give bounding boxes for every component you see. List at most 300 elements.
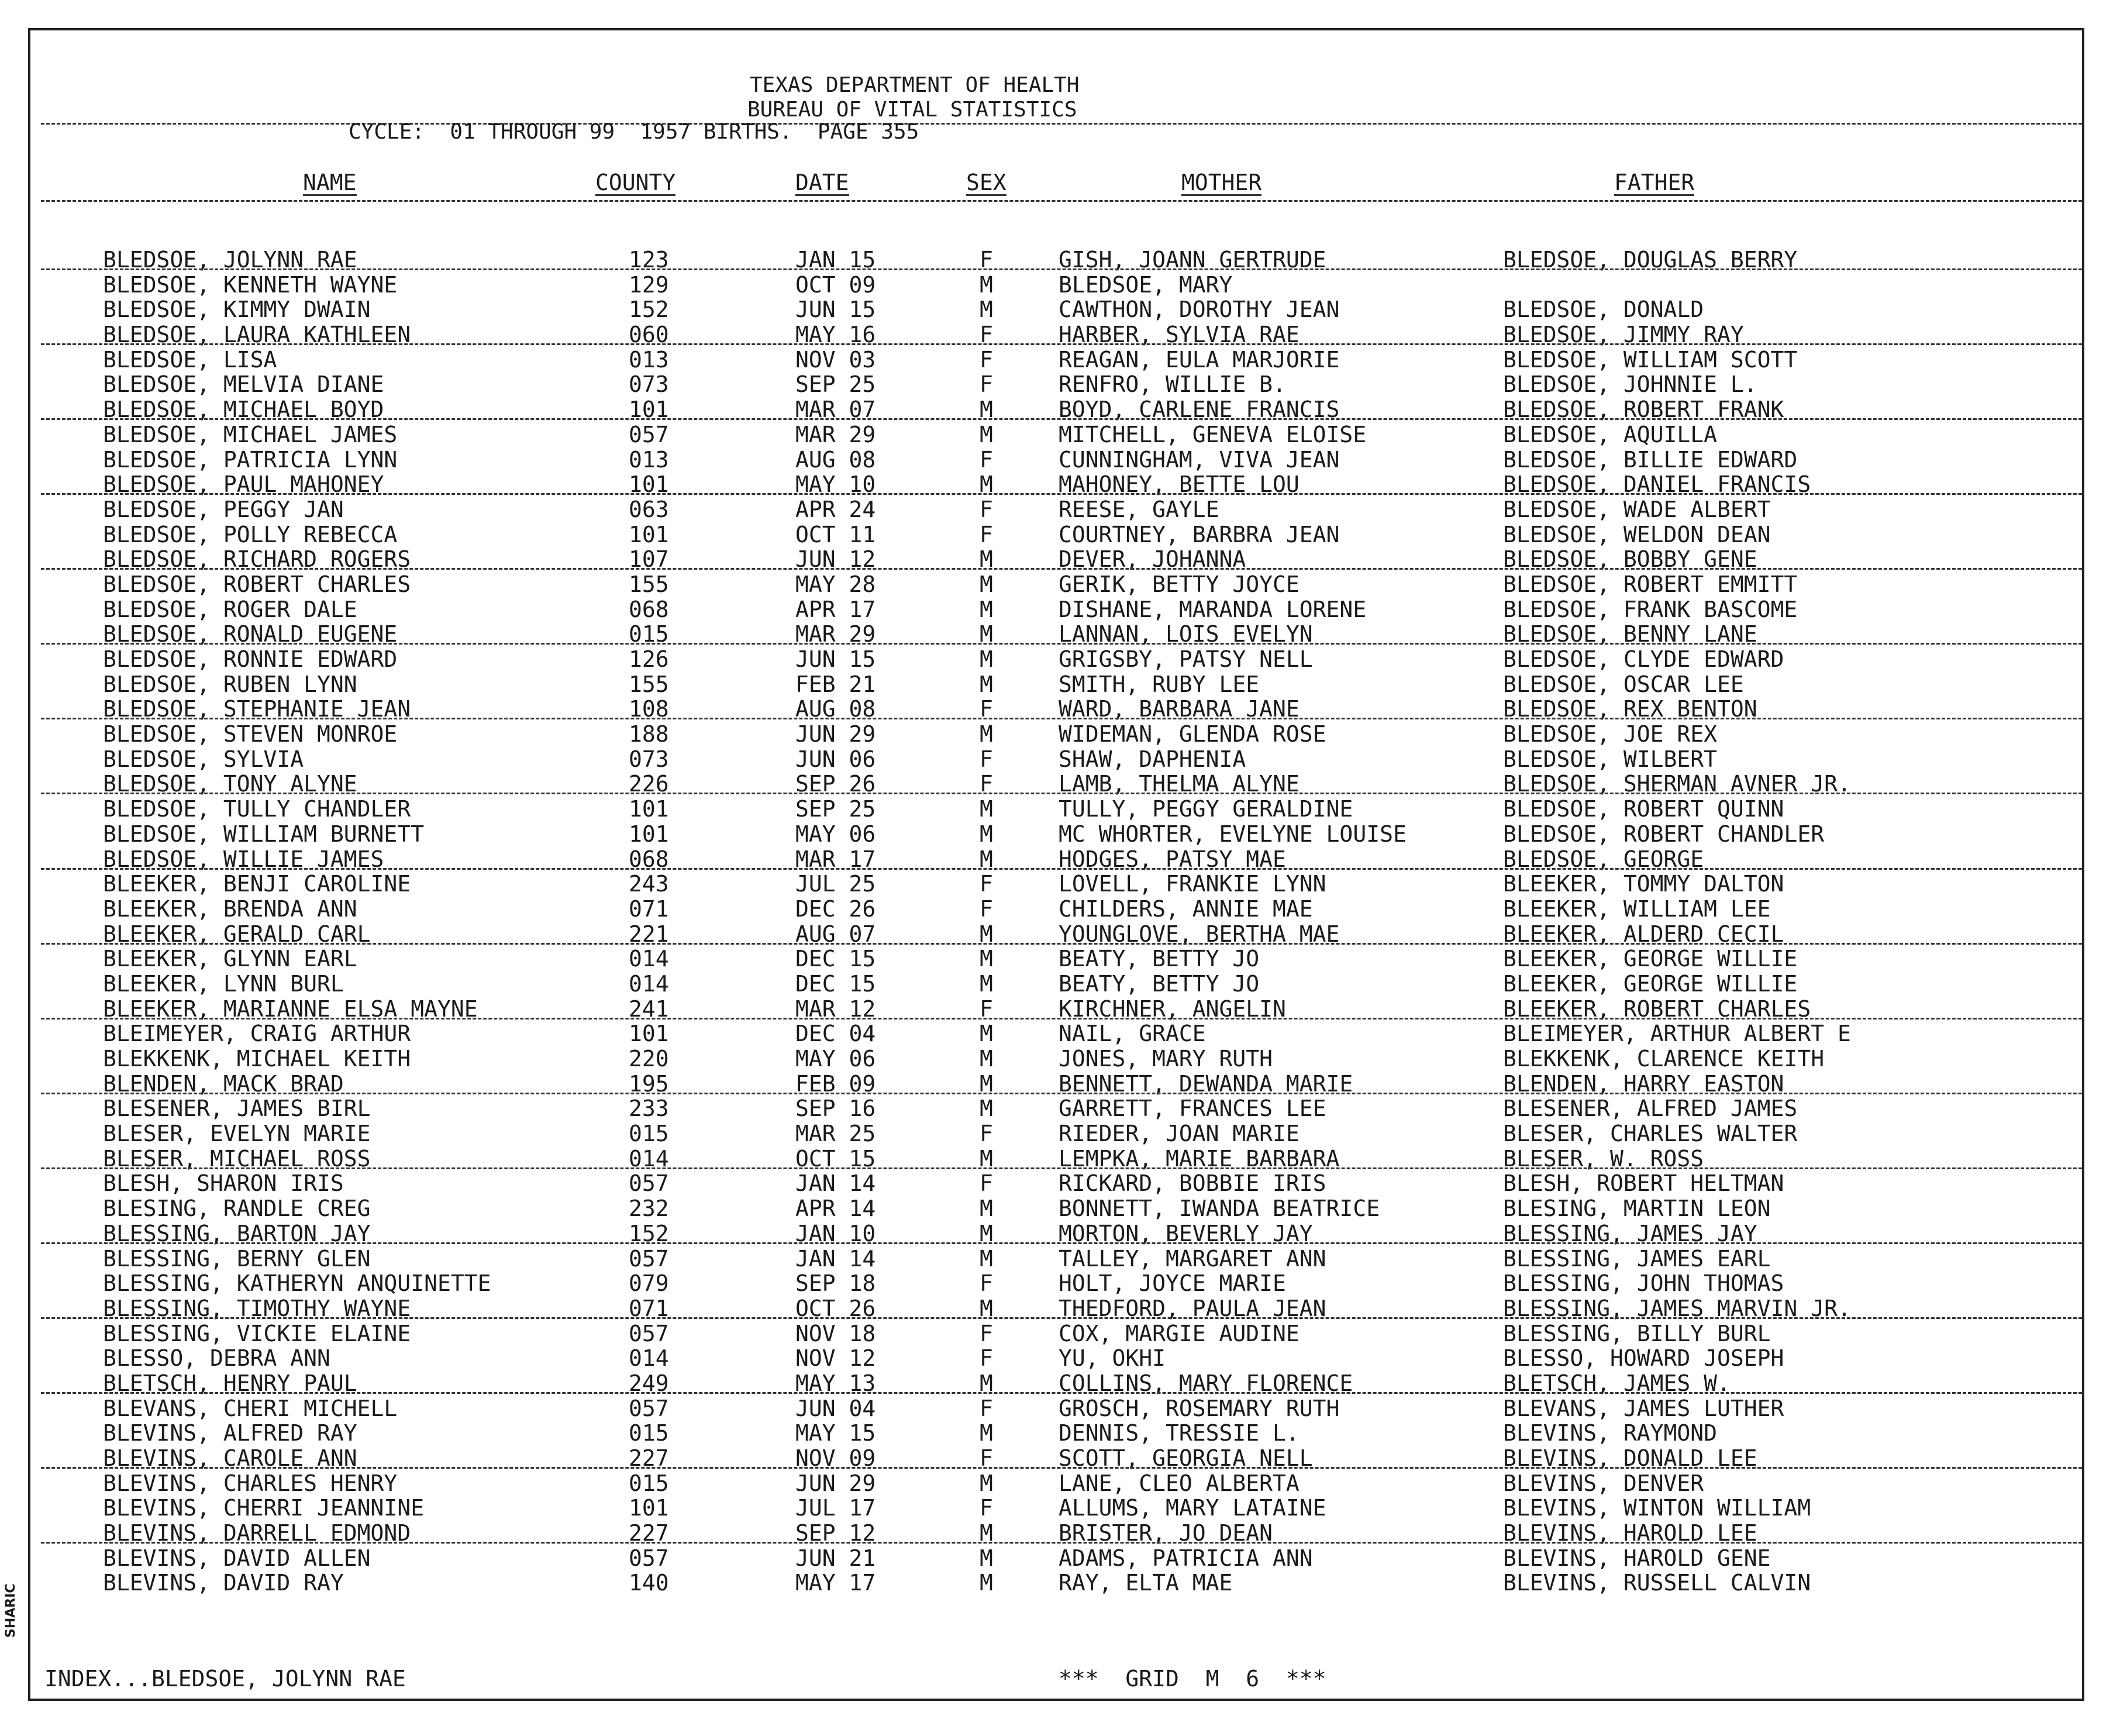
cell-sex: F — [980, 446, 993, 473]
cell-father: BLEDSOE, BOBBY GENE — [1503, 546, 1757, 573]
cell-father: BLEVINS, RUSSELL CALVIN — [1503, 1570, 1811, 1596]
table-row — [0, 1072, 2113, 1097]
cell-date: AUG 08 — [795, 446, 876, 473]
row-divider — [41, 868, 2082, 870]
cell-date: AUG 08 — [795, 696, 876, 722]
table-row — [0, 747, 2113, 772]
cell-sex: M — [980, 1220, 993, 1246]
row-divider — [41, 943, 2082, 945]
row-divider — [41, 1317, 2082, 1319]
cell-mother: KIRCHNER, ANGELIN — [1059, 996, 1286, 1022]
cell-date: JUL 25 — [795, 871, 876, 897]
row-divider — [41, 793, 2082, 794]
cell-father: BLESH, ROBERT HELTMAN — [1503, 1170, 1784, 1197]
cell-sex: M — [980, 921, 993, 947]
table-row — [0, 472, 2113, 497]
cell-father: BLEDSOE, ROBERT CHANDLER — [1503, 821, 1825, 847]
cell-mother: MAHONEY, BETTE LOU — [1059, 471, 1299, 498]
cell-county: 232 — [629, 1196, 669, 1222]
cell-father: BLETSCH, JAMES W. — [1503, 1370, 1731, 1396]
table-row — [0, 1321, 2113, 1346]
cell-sex: M — [980, 621, 993, 647]
cell-date: JUN 21 — [795, 1545, 876, 1571]
footer-index: INDEX...BLEDSOE, JOLYNN RAE — [44, 1666, 406, 1692]
table-row — [0, 647, 2113, 672]
cell-sex: F — [980, 1121, 993, 1147]
cell-father: BLEDSOE, WILBERT — [1503, 746, 1718, 772]
cell-date: OCT 11 — [795, 521, 876, 547]
cell-date: MAR 17 — [795, 846, 876, 872]
cell-mother: NAIL, GRACE — [1059, 1021, 1206, 1047]
cell-county: 243 — [629, 871, 669, 897]
table-row — [0, 822, 2113, 847]
cell-county: 241 — [629, 996, 669, 1022]
cell-date: MAY 06 — [795, 821, 876, 847]
footer-grid: *** GRID M 6 *** — [1059, 1666, 1326, 1692]
cell-mother: COX, MARGIE AUDINE — [1059, 1320, 1299, 1346]
cell-name: BLESSING, TIMOTHY WAYNE — [103, 1295, 411, 1321]
cell-father: BLESSO, HOWARD JOSEPH — [1503, 1345, 1784, 1372]
cell-mother: DEVER, JOHANNA — [1059, 546, 1246, 573]
cell-county: 188 — [629, 721, 669, 748]
cell-name: BLESSING, BERNY GLEN — [103, 1245, 371, 1272]
cell-mother: GARRETT, FRANCES LEE — [1059, 1096, 1326, 1122]
table-row — [0, 1171, 2113, 1196]
cell-date: NOV 18 — [795, 1320, 876, 1346]
cell-father: BLESSING, JAMES JAY — [1503, 1220, 1757, 1246]
cell-date: MAY 10 — [795, 471, 876, 498]
cell-sex: F — [980, 696, 993, 722]
table-row — [0, 347, 2113, 373]
cell-county: 073 — [629, 746, 669, 772]
cell-county: 015 — [629, 621, 669, 647]
cell-county: 014 — [629, 970, 669, 997]
cell-mother: YOUNGLOVE, BERTHA MAE — [1059, 921, 1340, 947]
cell-name: BLETSCH, HENRY PAUL — [103, 1370, 357, 1396]
table-row — [0, 1371, 2113, 1396]
cell-father: BLESSING, JAMES MARVIN JR. — [1503, 1295, 1851, 1321]
cell-county: 221 — [629, 921, 669, 947]
cell-name: BLEDSOE, MICHAEL BOYD — [103, 397, 384, 423]
cell-father: BLEIMEYER, ARTHUR ALBERT E — [1503, 1021, 1851, 1047]
column-header-date: DATE — [795, 170, 849, 195]
cell-name: BLESSING, VICKIE ELAINE — [103, 1320, 411, 1346]
cell-sex: M — [980, 721, 993, 748]
cell-mother: MORTON, BEVERLY JAY — [1059, 1220, 1313, 1246]
table-row — [0, 322, 2113, 347]
cell-name: BLEDSOE, MICHAEL JAMES — [103, 421, 398, 447]
cell-name: BLEDSOE, PEGGY JAN — [103, 496, 344, 522]
cell-mother: GRIGSBY, PATSY NELL — [1059, 646, 1313, 672]
cell-sex: M — [980, 397, 993, 423]
header-bureau: BUREAU OF VITAL STATISTICS — [747, 98, 1077, 122]
cell-county: 101 — [629, 521, 669, 547]
cell-mother: COLLINS, MARY FLORENCE — [1059, 1370, 1353, 1396]
row-divider — [41, 1018, 2082, 1019]
table-row — [0, 1246, 2113, 1272]
cell-date: APR 24 — [795, 496, 876, 522]
cell-father: BLEVINS, WINTON WILLIAM — [1503, 1495, 1811, 1521]
cell-sex: M — [980, 1245, 993, 1272]
table-row — [0, 447, 2113, 473]
cell-sex: F — [980, 496, 993, 522]
cell-father: BLESSING, BILLY BURL — [1503, 1320, 1771, 1346]
cell-sex: F — [980, 996, 993, 1022]
cell-sex: M — [980, 1046, 993, 1072]
cell-father: BLEEKER, TOMMY DALTON — [1503, 871, 1784, 897]
cell-father: BLESER, W. ROSS — [1503, 1145, 1704, 1172]
cell-sex: M — [980, 1370, 993, 1396]
cell-date: JAN 14 — [795, 1245, 876, 1272]
row-divider — [41, 268, 2082, 270]
cell-name: BLENDEN, MACK BRAD — [103, 1070, 344, 1097]
cell-name: BLEDSOE, RONALD EUGENE — [103, 621, 398, 647]
table-row — [0, 946, 2113, 972]
cell-county: 071 — [629, 1295, 669, 1321]
row-divider — [41, 1467, 2082, 1469]
cell-county: 123 — [629, 247, 669, 273]
header-agency: TEXAS DEPARTMENT OF HEALTH — [750, 73, 1080, 97]
cell-father: BLEDSOE, BILLIE EDWARD — [1503, 446, 1798, 473]
cell-date: OCT 15 — [795, 1145, 876, 1172]
table-row — [0, 1271, 2113, 1296]
row-divider — [41, 568, 2082, 570]
cell-county: 227 — [629, 1445, 669, 1471]
table-row — [0, 1396, 2113, 1421]
cell-father: BLEDSOE, AQUILLA — [1503, 421, 1718, 447]
cell-date: NOV 09 — [795, 1445, 876, 1471]
cell-father: BLEEKER, GEORGE WILLIE — [1503, 970, 1798, 997]
table-row — [0, 572, 2113, 597]
cell-mother: GROSCH, ROSEMARY RUTH — [1059, 1395, 1340, 1421]
cell-county: 015 — [629, 1121, 669, 1147]
cell-sex: F — [980, 322, 993, 348]
cell-date: JUN 15 — [795, 297, 876, 323]
cell-mother: CHILDERS, ANNIE MAE — [1059, 895, 1313, 922]
cell-father: BLEEKER, WILLIAM LEE — [1503, 895, 1771, 922]
cell-name: BLEDSOE, RONNIE EDWARD — [103, 646, 398, 672]
cell-father: BLEDSOE, ROBERT EMMITT — [1503, 571, 1798, 597]
cell-county: 155 — [629, 571, 669, 597]
cell-sex: M — [980, 946, 993, 972]
cell-mother: REAGAN, EULA MARJORIE — [1059, 346, 1340, 373]
cell-mother: GISH, JOANN GERTRUDE — [1059, 247, 1326, 273]
cell-sex: F — [980, 1345, 993, 1372]
column-header-mother: MOTHER — [1181, 170, 1262, 195]
cell-county: 101 — [629, 397, 669, 423]
cell-date: MAY 15 — [795, 1420, 876, 1446]
cell-sex: M — [980, 546, 993, 573]
cell-date: SEP 26 — [795, 771, 876, 797]
cell-sex: M — [980, 421, 993, 447]
row-divider — [41, 493, 2082, 495]
cell-sex: M — [980, 297, 993, 323]
cell-name: BLEEKER, GERALD CARL — [103, 921, 371, 947]
cell-father: BLEDSOE, JOE REX — [1503, 721, 1718, 748]
cell-date: DEC 15 — [795, 970, 876, 997]
cell-county: 226 — [629, 771, 669, 797]
cell-sex: F — [980, 871, 993, 897]
cell-mother: BEATY, BETTY JO — [1059, 946, 1260, 972]
cell-name: BLEDSOE, RUBEN LYNN — [103, 671, 357, 697]
cell-name: BLEVANS, CHERI MICHELL — [103, 1395, 398, 1421]
cell-mother: SHAW, DAPHENIA — [1059, 746, 1246, 772]
cell-father: BLEVINS, HAROLD LEE — [1503, 1520, 1757, 1546]
cell-mother: GERIK, BETTY JOYCE — [1059, 571, 1299, 597]
cell-mother: HODGES, PATSY MAE — [1059, 846, 1286, 872]
cell-mother: HARBER, SYLVIA RAE — [1059, 322, 1299, 348]
cell-date: DEC 26 — [795, 895, 876, 922]
cell-date: JUN 04 — [795, 1395, 876, 1421]
table-row — [0, 422, 2113, 447]
cell-date: MAR 12 — [795, 996, 876, 1022]
cell-date: SEP 25 — [795, 796, 876, 822]
cell-date: MAR 29 — [795, 621, 876, 647]
cell-county: 108 — [629, 696, 669, 722]
cell-county: 057 — [629, 1320, 669, 1346]
cell-sex: M — [980, 1196, 993, 1222]
cell-name: BLESSING, KATHERYN ANQUINETTE — [103, 1270, 491, 1297]
cell-date: MAY 28 — [795, 571, 876, 597]
cell-father: BLEVINS, DONALD LEE — [1503, 1445, 1757, 1471]
cell-date: FEB 21 — [795, 671, 876, 697]
table-row — [0, 1346, 2113, 1371]
cell-father: BLEDSOE, GEORGE — [1503, 846, 1704, 872]
cell-sex: M — [980, 796, 993, 822]
cell-name: BLESENER, JAMES BIRL — [103, 1096, 371, 1122]
cell-name: BLEVINS, CHERRI JEANNINE — [103, 1495, 425, 1521]
cell-sex: M — [980, 1021, 993, 1047]
table-row — [0, 1296, 2113, 1321]
table-row — [0, 622, 2113, 647]
cell-father: BLEDSOE, ROBERT QUINN — [1503, 796, 1784, 822]
cell-name: BLEDSOE, LISA — [103, 346, 277, 373]
cell-mother: RIEDER, JOAN MARIE — [1059, 1121, 1299, 1147]
table-row — [0, 1046, 2113, 1072]
cell-county: 057 — [629, 1545, 669, 1571]
row-divider — [41, 1242, 2082, 1244]
cell-sex: M — [980, 846, 993, 872]
cell-sex: M — [980, 1096, 993, 1122]
table-row — [0, 1096, 2113, 1121]
table-row — [0, 672, 2113, 697]
cell-date: MAY 16 — [795, 322, 876, 348]
cell-mother: ADAMS, PATRICIA ANN — [1059, 1545, 1313, 1571]
cell-sex: M — [980, 271, 993, 298]
cell-date: JUN 12 — [795, 546, 876, 573]
table-row — [0, 697, 2113, 722]
cell-father: BLEDSOE, DOUGLAS BERRY — [1503, 247, 1798, 273]
cell-name: BLEVINS, DAVID RAY — [103, 1570, 344, 1596]
cell-sex: M — [980, 646, 993, 672]
cell-sex: M — [980, 1295, 993, 1321]
row-divider — [41, 1167, 2082, 1169]
cell-mother: TALLEY, MARGARET ANN — [1059, 1245, 1326, 1272]
cell-mother: BOYD, CARLENE FRANCIS — [1059, 397, 1340, 423]
table-row — [0, 1471, 2113, 1496]
cell-mother: BEATY, BETTY JO — [1059, 970, 1260, 997]
table-row — [0, 922, 2113, 947]
cell-mother: SCOTT, GEORGIA NELL — [1059, 1445, 1313, 1471]
records-table — [0, 247, 2113, 1596]
cell-name: BLEDSOE, TULLY CHANDLER — [103, 796, 411, 822]
cell-county: 015 — [629, 1420, 669, 1446]
cell-name: BLESSING, BARTON JAY — [103, 1220, 371, 1246]
cell-sex: M — [980, 1145, 993, 1172]
cell-sex: M — [980, 571, 993, 597]
cell-county: 057 — [629, 421, 669, 447]
cell-name: BLEDSOE, JOLYNN RAE — [103, 247, 357, 273]
cell-date: MAY 17 — [795, 1570, 876, 1596]
cell-date: JUN 29 — [795, 721, 876, 748]
cell-name: BLEEKER, LYNN BURL — [103, 970, 344, 997]
table-row — [0, 372, 2113, 397]
cell-date: NOV 12 — [795, 1345, 876, 1372]
cell-name: BLEVINS, ALFRED RAY — [103, 1420, 357, 1446]
cell-father: BLEDSOE, DONALD — [1503, 297, 1704, 323]
cell-sex: F — [980, 746, 993, 772]
column-header-county: COUNTY — [595, 170, 676, 195]
cell-sex: F — [980, 346, 993, 373]
cell-father: BLEDSOE, BENNY LANE — [1503, 621, 1757, 647]
cell-father: BLEDSOE, OSCAR LEE — [1503, 671, 1744, 697]
cell-date: JUL 17 — [795, 1495, 876, 1521]
cell-sex: M — [980, 1570, 993, 1596]
cell-county: 195 — [629, 1070, 669, 1097]
column-header-sex: SEX — [966, 170, 1006, 195]
table-row — [0, 1021, 2113, 1046]
cell-date: OCT 26 — [795, 1295, 876, 1321]
cell-sex: F — [980, 1395, 993, 1421]
cell-name: BLEEKER, MARIANNE ELSA MAYNE — [103, 996, 478, 1022]
table-row — [0, 397, 2113, 422]
cell-name: BLEDSOE, ROBERT CHARLES — [103, 571, 411, 597]
cell-name: BLEVINS, DARRELL EDMOND — [103, 1520, 411, 1546]
cell-name: BLEDSOE, LAURA KATHLEEN — [103, 322, 411, 348]
row-divider — [41, 418, 2082, 420]
cell-name: BLEDSOE, WILLIAM BURNETT — [103, 821, 425, 847]
table-row — [0, 722, 2113, 747]
table-row — [0, 1446, 2113, 1471]
cell-mother: REESE, GAYLE — [1059, 496, 1219, 522]
cell-father: BLEDSOE, WELDON DEAN — [1503, 521, 1771, 547]
cell-date: NOV 03 — [795, 346, 876, 373]
cell-county: 233 — [629, 1096, 669, 1122]
cell-county: 126 — [629, 646, 669, 672]
cell-county: 249 — [629, 1370, 669, 1396]
cell-county: 013 — [629, 346, 669, 373]
cell-sex: M — [980, 1420, 993, 1446]
table-row — [0, 797, 2113, 822]
cell-date: JAN 14 — [795, 1170, 876, 1197]
table-row — [0, 847, 2113, 872]
column-header-divider — [41, 200, 2082, 202]
cell-mother: BRISTER, JO DEAN — [1059, 1520, 1273, 1546]
cell-mother: JONES, MARY RUTH — [1059, 1046, 1273, 1072]
cell-name: BLESSO, DEBRA ANN — [103, 1345, 330, 1372]
cell-name: BLEDSOE, STEVEN MONROE — [103, 721, 398, 748]
cell-sex: M — [980, 596, 993, 622]
table-row — [0, 522, 2113, 547]
cell-mother: YU, OKHI — [1059, 1345, 1166, 1372]
cell-date: APR 17 — [795, 596, 876, 622]
cell-county: 227 — [629, 1520, 669, 1546]
cell-father: BLEVINS, HAROLD GENE — [1503, 1545, 1771, 1571]
table-row — [0, 1546, 2113, 1571]
cell-mother: HOLT, JOYCE MARIE — [1059, 1270, 1286, 1297]
cell-name: BLEKKENK, MICHAEL KEITH — [103, 1046, 411, 1072]
cell-mother: DISHANE, MARANDA LORENE — [1059, 596, 1367, 622]
row-divider — [41, 1093, 2082, 1094]
row-divider — [41, 343, 2082, 345]
row-divider — [41, 1392, 2082, 1394]
cell-date: MAY 13 — [795, 1370, 876, 1396]
cell-county: 068 — [629, 846, 669, 872]
cell-county: 101 — [629, 796, 669, 822]
cell-county: 107 — [629, 546, 669, 573]
cell-date: APR 14 — [795, 1196, 876, 1222]
table-row — [0, 1196, 2113, 1221]
cell-mother: RENFRO, WILLIE B. — [1059, 371, 1286, 398]
cell-name: BLEEKER, GLYNN EARL — [103, 946, 357, 972]
cell-county: 063 — [629, 496, 669, 522]
cell-county: 057 — [629, 1395, 669, 1421]
cell-county: 155 — [629, 671, 669, 697]
cell-mother: CUNNINGHAM, VIVA JEAN — [1059, 446, 1340, 473]
table-row — [0, 897, 2113, 922]
cell-sex: F — [980, 1170, 993, 1197]
cell-date: JAN 10 — [795, 1220, 876, 1246]
row-divider — [41, 718, 2082, 719]
table-row — [0, 1121, 2113, 1146]
header-cycle: CYCLE: 01 THROUGH 99 1957 BIRTHS. PAGE 355 — [349, 120, 919, 144]
cell-date: JAN 15 — [795, 247, 876, 273]
row-divider — [41, 643, 2082, 645]
cell-father: BLEDSOE, WILLIAM SCOTT — [1503, 346, 1798, 373]
cell-date: MAR 07 — [795, 397, 876, 423]
cell-mother: TULLY, PEGGY GERALDINE — [1059, 796, 1353, 822]
cell-sex: M — [980, 821, 993, 847]
cell-date: MAR 25 — [795, 1121, 876, 1147]
table-row — [0, 597, 2113, 622]
cell-name: BLEVINS, CHARLES HENRY — [103, 1470, 398, 1496]
cell-county: 101 — [629, 821, 669, 847]
cell-county: 057 — [629, 1245, 669, 1272]
cell-name: BLEEKER, BRENDA ANN — [103, 895, 357, 922]
table-row — [0, 1570, 2113, 1596]
cell-county: 152 — [629, 1220, 669, 1246]
column-header-name: NAME — [303, 170, 357, 195]
cell-sex: M — [980, 671, 993, 697]
cell-county: 014 — [629, 1145, 669, 1172]
table-row — [0, 872, 2113, 897]
cell-date: FEB 09 — [795, 1070, 876, 1097]
cell-county: 152 — [629, 297, 669, 323]
cell-father: BLEEKER, ROBERT CHARLES — [1503, 996, 1811, 1022]
cell-father: BLEEKER, ALDERD CECIL — [1503, 921, 1784, 947]
cell-name: BLEVINS, CAROLE ANN — [103, 1445, 357, 1471]
cell-father: BLESSING, JAMES EARL — [1503, 1245, 1771, 1272]
cell-sex: F — [980, 371, 993, 398]
cell-father: BLEDSOE, WADE ALBERT — [1503, 496, 1771, 522]
cell-name: BLEDSOE, STEPHANIE JEAN — [103, 696, 411, 722]
cell-county: 014 — [629, 946, 669, 972]
cell-father: BLESSING, JOHN THOMAS — [1503, 1270, 1784, 1297]
cell-county: 071 — [629, 895, 669, 922]
table-row — [0, 1521, 2113, 1546]
cell-mother: ALLUMS, MARY LATAINE — [1059, 1495, 1326, 1521]
cell-name: BLEDSOE, MELVIA DIANE — [103, 371, 384, 398]
